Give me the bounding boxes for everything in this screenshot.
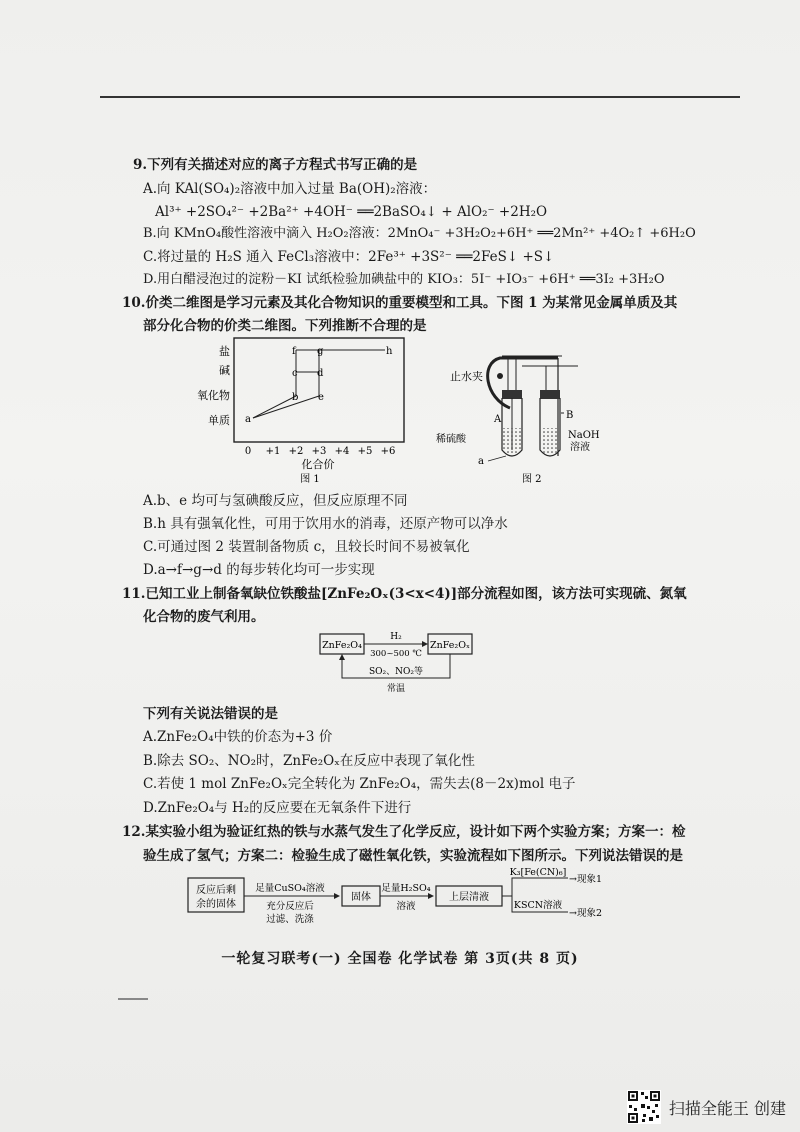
branch-2-reagent: KSCN溶液 xyxy=(513,900,563,911)
point-b: b xyxy=(292,392,299,403)
figure-1-caption: 图 1 xyxy=(300,474,320,484)
return-top-gases: SO₂、NO₂等 xyxy=(368,667,424,677)
q9-stem: 9.下列有关描述对应的离子方程式书写正确的是 xyxy=(133,157,418,173)
page-footer: 一轮复习联考(一) 全国卷 化学试卷 第 3页(共 8 页) xyxy=(221,951,579,967)
point-f: f xyxy=(292,346,296,357)
q11-stem-line2: 化合物的废气利用。 xyxy=(143,609,265,625)
q10-stem-line1: 10.价类二维图是学习元素及其化合物知识的重要模型和工具。下图 1 为某常见金属单质及其 xyxy=(122,295,678,311)
q11-stem-line1: 11.已知工业上制备氧缺位铁酸盐[ZnFe₂Oₓ(3<x<4)]部分流程如图，该方法可实现硫、氮氧 xyxy=(122,586,687,602)
y-label-salt: 盐 xyxy=(219,345,230,358)
arrow-2-bottom: 溶液 xyxy=(396,901,416,912)
x-tick-4: +4 xyxy=(334,446,350,457)
q12-stem-line2: 验生成了氢气；方案二：检验生成了磁性氧化铁，实验流程如下图所示。下列说法错误的是 xyxy=(143,848,683,864)
q10-stem-line2: 部分化合物的价类二维图。下列推断不合理的是 xyxy=(143,318,427,334)
naoh-solution-label: 溶液 xyxy=(570,442,590,453)
figure-2-apparatus xyxy=(430,338,630,486)
arrow-1-bottom-1: 充分反应后 xyxy=(266,901,314,912)
q12-stem-line1: 12.某实验小组为验证红热的铁与水蒸气发生了化学反应，设计如下两个实验方案；方案一：检 xyxy=(122,824,686,840)
naoh-liquid xyxy=(541,428,559,455)
tube-b-label: B xyxy=(566,410,574,421)
header-rule xyxy=(100,96,740,98)
clamp-label: 止水夹 xyxy=(450,370,483,383)
point-d: d xyxy=(317,368,324,379)
x-tick-5: +5 xyxy=(357,446,373,457)
q9-option-b: B.向 KMnO₄酸性溶液中滴入 H₂O₂溶液：2MnO₄⁻ +3H₂O₂+6H⁺ ══2Mn²⁺ +4O₂↑ +6H₂O xyxy=(143,226,696,241)
figure-1-valence-chart xyxy=(190,336,420,484)
clamp-icon xyxy=(497,373,503,379)
x-tick-0: 0 xyxy=(244,446,252,457)
q9-option-d: D.用白醋浸泡过的淀粉－KI 试纸检验加碘盐中的 KIO₃：5I⁻ +IO₃⁻ +6H⁺ ══3I₂ +3H₂O xyxy=(143,272,665,287)
scanner-watermark-text: 扫描全能王 创建 xyxy=(668,1098,786,1118)
x-tick-1: +1 xyxy=(265,446,281,457)
arrow-2-top: 足量H₂SO₄ xyxy=(381,883,431,894)
x-axis-label: 化合价 xyxy=(301,458,335,471)
qr-code-icon xyxy=(627,1090,661,1124)
box-solid-label: 固体 xyxy=(351,892,371,903)
stopper-a xyxy=(502,390,522,399)
scan-mark xyxy=(118,998,148,1000)
scanner-watermark xyxy=(627,1090,786,1124)
point-g: g xyxy=(317,346,324,357)
box-znfe2ox-label: ZnFe₂Oₓ xyxy=(429,640,471,651)
q11-option-a: A.ZnFe₂O₄中铁的价态为+3 价 xyxy=(143,729,333,745)
arrow-1-bottom-2: 过滤、洗涤 xyxy=(266,914,314,925)
tube-a-label: A xyxy=(494,414,502,425)
label-a: a xyxy=(478,456,484,467)
q10-option-c: C.可通过图 2 装置制备物质 c，且较长时间不易被氧化 xyxy=(143,539,470,555)
q12-flow-diagram xyxy=(186,866,726,930)
q10-option-a: A.b、e 均可与氢碘酸反应，但反应原理不同 xyxy=(143,493,408,509)
figure-1-connectors xyxy=(253,350,385,418)
arrow-1-top: 足量CuSO₄溶液 xyxy=(255,883,325,894)
stopper-b xyxy=(540,390,560,399)
q11-flow-diagram xyxy=(318,626,488,698)
q9-option-a: A.向 KAl(SO₄)₂溶液中加入过量 Ba(OH)₂溶液： xyxy=(143,181,437,197)
arrow-bottom-temp: 300~500 ℃ xyxy=(370,649,422,659)
q11-question: 下列有关说法错误的是 xyxy=(143,706,278,722)
figure-2-caption: 图 2 xyxy=(522,474,542,485)
point-c: c xyxy=(292,368,298,379)
box-residual-solid-line2: 余的固体 xyxy=(196,899,236,910)
q9-option-a-equation: Al³⁺ +2SO₄²⁻ +2Ba²⁺ +4OH⁻ ══2BaSO₄↓ + AlO₂⁻ +2H₂O xyxy=(155,204,548,220)
point-e: e xyxy=(318,392,324,403)
acid-label: 稀硫酸 xyxy=(436,434,466,445)
x-tick-3: +3 xyxy=(311,446,327,457)
box-supernatant-label: 上层清液 xyxy=(449,892,489,903)
branch-2-result: →现象2 xyxy=(569,908,603,919)
box-residual-solid-line1: 反应后剩 xyxy=(196,885,236,896)
x-tick-2: +2 xyxy=(288,446,304,457)
q10-option-d: D.a→f→g→d 的每步转化均可一步实现 xyxy=(143,562,375,578)
branch-1-result: →现象1 xyxy=(569,874,603,885)
q11-option-b: B.除去 SO₂、NO₂时，ZnFe₂Oₓ在反应中表现了氧化性 xyxy=(143,753,475,769)
q11-option-c: C.若使 1 mol ZnFe₂Oₓ完全转化为 ZnFe₂O₄，需失去(8－2x)mol 电子 xyxy=(143,776,576,792)
y-label-oxide: 氧化物 xyxy=(197,389,230,402)
q9-option-c: C.将过量的 H₂S 通入 FeCl₃溶液中：2Fe³⁺ +3S²⁻ ══2FeS↓ +S↓ xyxy=(143,249,555,265)
arrow-top-h2: H₂ xyxy=(390,632,402,642)
naoh-label: NaOH xyxy=(568,430,600,441)
y-label-base: 碱 xyxy=(219,364,230,377)
return-bottom-cond: 常温 xyxy=(386,684,406,694)
point-a: a xyxy=(245,414,251,425)
branch-1-reagent: K₃[Fe(CN)₆] xyxy=(509,867,567,878)
box-znfe2o4-label: ZnFe₂O₄ xyxy=(322,640,362,651)
branch-1-line xyxy=(502,878,568,896)
y-label-element: 单质 xyxy=(208,414,230,427)
point-h: h xyxy=(386,346,393,357)
q10-option-b: B.h 具有强氧化性，可用于饮用水的消毒，还原产物可以净水 xyxy=(143,516,508,532)
q11-option-d: D.ZnFe₂O₄与 H₂的反应要在无氧条件下进行 xyxy=(143,800,412,816)
x-tick-6: +6 xyxy=(380,446,396,457)
